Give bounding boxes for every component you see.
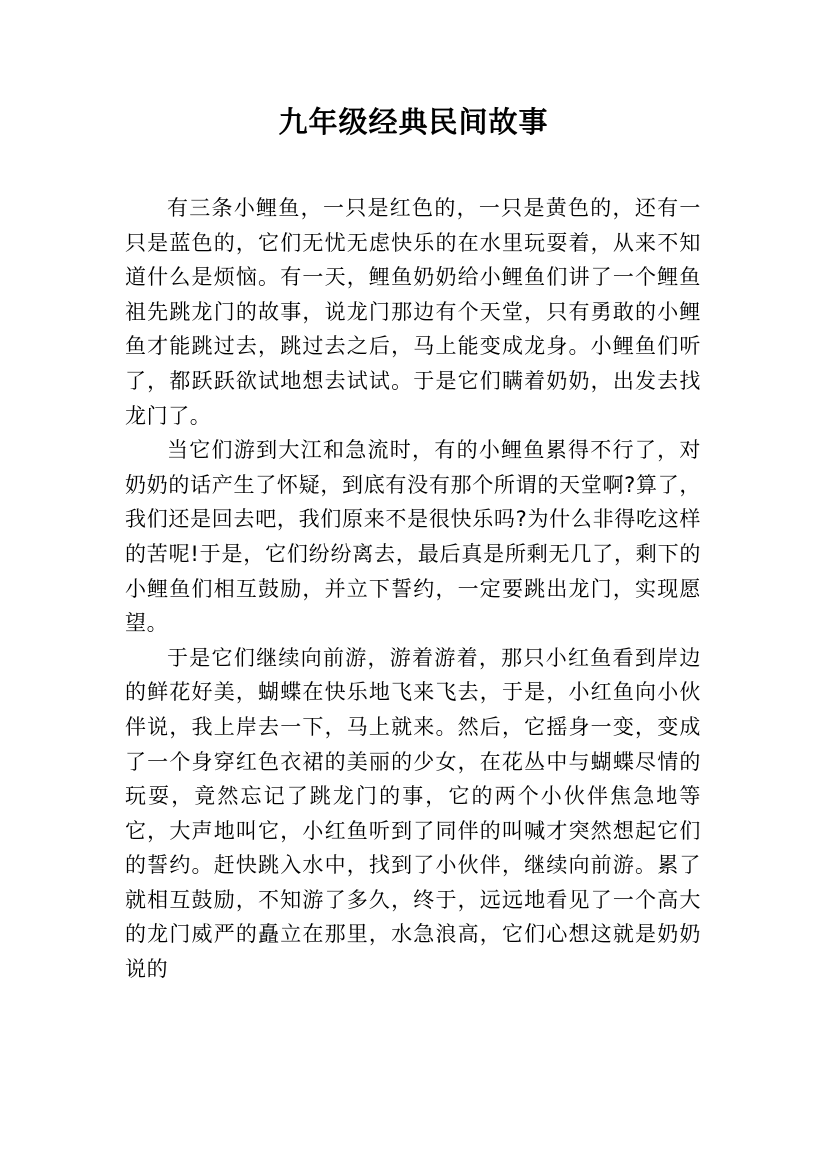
paragraph-2: 当它们游到大江和急流时，有的小鲤鱼累得不行了，对奶奶的话产生了怀疑，到底有没有那个所谓的天堂啊?算了，我们还是回去吧，我们原来不是很快乐吗?为什么非得吃这样的苦呢!于是，它们纷纷离去，最后真是所剩无几了，剩下的小鲤鱼们相互鼓励，并立下誓约，一定要跳出龙门，实现愿望。 (125, 438, 701, 636)
document-body (125, 191, 701, 987)
document-title: 九年级经典民间故事 (278, 105, 549, 139)
paragraph-3: 于是它们继续向前游，游着游着，那只小红鱼看到岸边的鲜花好美，蝴蝶在快乐地飞来飞去，于是，小红鱼向小伙伴说，我上岸去一下，马上就来。然后，它摇身一变，变成了一个身穿红色衣裙的美丽的少女，在花丛中与蝴蝶尽情的玩耍，竟然忘记了跳龙门的事，它的两个小伙伴焦急地等它，大声地叫它，小红鱼听到了同伴的叫喊才突然想起它们的誓约。赶快跳入水中，找到了小伙伴，继续向前游。累了就相互鼓励，不知游了多久，终于，远远地看见了一个高大的龙门威严的矗立在那里，水急浪高，它们心想这就是奶奶说的 (125, 645, 701, 982)
paragraph-1: 有三条小鲤鱼，一只是红色的，一只是黄色的，还有一只是蓝色的，它们无忧无虑快乐的在水里玩耍着，从来不知道什么是烦恼。有一天，鲤鱼奶奶给小鲤鱼们讲了一个鲤鱼祖先跳龙门的故事，说龙门那边有个天堂，只有勇敢的小鲤鱼才能跳过去，跳过去之后，马上能变成龙身。小鲤鱼们听了，都跃跃欲试地想去试试。于是它们瞒着奶奶，出发去找龙门了。 (125, 196, 701, 428)
